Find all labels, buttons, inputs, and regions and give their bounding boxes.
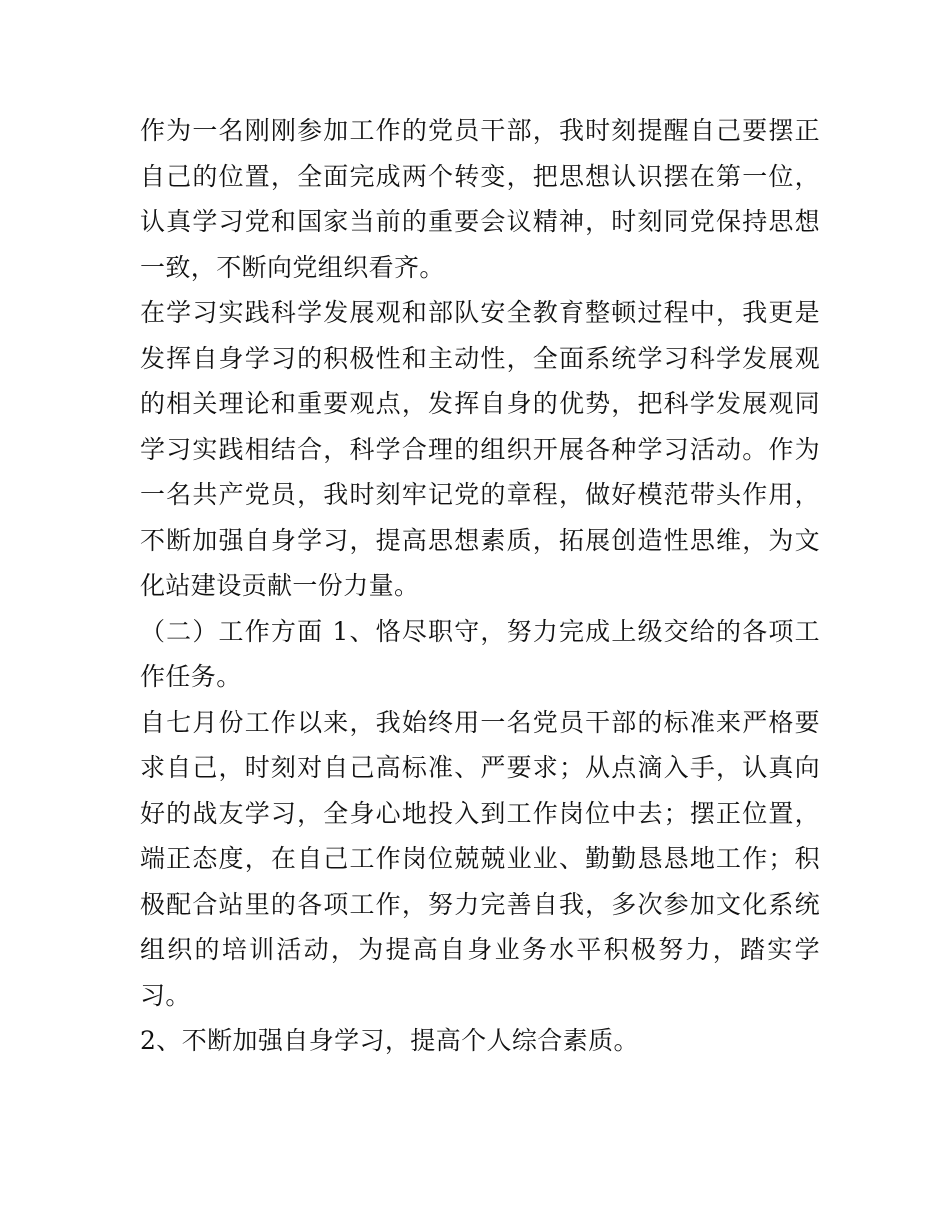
paragraph-party-member-stance: 作为一名刚刚参加工作的党员干部，我时刻提醒自己要摆正自己的位置，全面完成两个转变，把思想认识摆在第一位，认真学习党和国家当前的重要会议精神，时刻同党保持思想一致，不断向党组织看齐。 [140, 116, 820, 282]
paragraph-study-practice: 在学习实践科学发展观和部队安全教育整顿过程中，我更是发挥自身学习的积极性和主动性，全面系统学习科学发展观的相关理论和重要观点，发挥自身的优势，把科学发展观同学习实践相结合，科学合理的组织开展各种学习活动。作为一名共产党员，我时刻牢记党的章程，做好模范带头作用，不断加强自身学习，提高思想素质，拓展创造性思维，为文化站建设贡献一份力量。 [140, 298, 820, 600]
paragraph-work-since-july: 自七月份工作以来，我始终用一名党员干部的标准来严格要求自己，时刻对自己高标准、严要求；从点滴入手，认真向好的战友学习，全身心地投入到工作岗位中去；摆正位置，端正态度，在自己工作岗位兢兢业业、勤勤恳恳地工作；积极配合站里的各项工作，努力完善自我，多次参加文化系统组织的培训活动，为提高自身业务水平积极努力，踏实学习。 [140, 707, 820, 1010]
document-page [140, 108, 820, 1064]
paragraph-self-study-heading: 2、不断加强自身学习，提高个人综合素质。 [140, 1026, 639, 1055]
paragraph-work-heading: （二）工作方面 1、恪尽职守，努力完成上级交给的各项工作任务。 [140, 616, 820, 691]
